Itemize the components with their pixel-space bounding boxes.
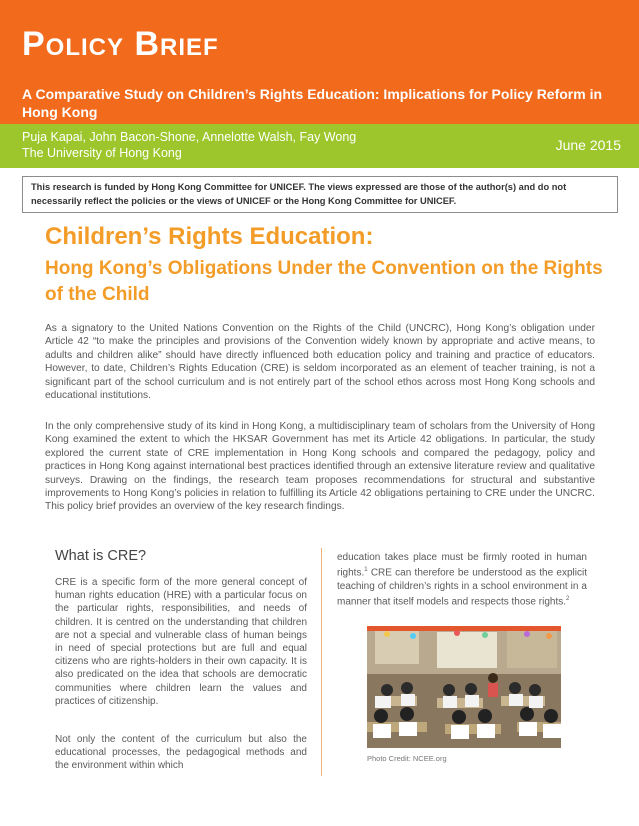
cre-text-part-1: education takes place must be firmly rooted in human rights. [337, 552, 587, 579]
author-block [22, 129, 356, 161]
section-heading-what-is-cre: What is CRE? [55, 548, 147, 564]
footnote-ref-2[interactable]: 2 [566, 595, 570, 602]
page-title: Children’s Rights Education: [45, 223, 374, 250]
classroom-photo [367, 626, 561, 748]
footnote-ref-1[interactable]: 1 [364, 567, 368, 574]
intro-paragraph-2: In the only comprehensive study of its kind in Hong Kong, a multidisciplinary team of scholars from the University of Hong Kong examined the extent to which the HKSAR Government has met its Article 42 obligations. In particular, the study explored the current state of CRE implementation in Hong Kong schools and compared the pedagogy, policy and practices in Hong Kong against international best practices identified through an extensive literature review and qualitative surveys. Drawing on the findings, the research team proposes recommendations for structural and substantive improvements to Hong Kong’s policies in relation to fulfilling its Article 42 obligations pertaining to CRE under the UNCRC. This policy brief provides an overview of the key research findings. [45, 421, 595, 513]
policy-brief-label: Policy Brief [22, 25, 219, 63]
cre-paragraph-continued [337, 551, 587, 608]
cre-paragraph-1: CRE is a specific form of the more general concept of human rights education (HRE) with a particular focus on the particular rights, responsibilities, and needs of children. It is centred on the understanding that children are not a special and vulnerable class of human beings in need of special protections but are full and equal citizens who are rights-holders in their own capacity. It is also predicated on the idea that schools are democratic communities where children learn the values and practices of citizenship. [55, 577, 307, 707]
column-divider [321, 548, 322, 776]
page-subtitle: Hong Kong’s Obligations Under the Convention on the Rights of the Child [45, 258, 603, 305]
publication-date: June 2015 [555, 137, 621, 153]
photo-credit: Photo Credit: NCEE.org [367, 754, 447, 763]
intro-paragraph-1: As a signatory to the United Nations Convention on the Rights of the Child (UNCRC), Hong Kong’s obligation under Article 42 “to make the principles and provisions of the Convention widely known by appropriate and active means, to adults and children alike” should have directly influenced both education policy and training and practice of educators. However, to date, Children’s Rights Education (CRE) is seldom incorporated as an element of teacher training, is not a significant part of the school curriculum and is not entirely part of the school ethos across most Hong Kong schools and educational institutions. [45, 323, 595, 402]
study-title: A Comparative Study on Children’s Rights Education: Implications for Policy Reform in Hong Kong [22, 86, 603, 120]
author-names: Puja Kapai, John Bacon-Shone, Annelotte Walsh, Fay Wong [22, 130, 357, 144]
cre-paragraph-2: Not only the content of the curriculum but also the educational processes, the pedagogical methods and the environment within which [55, 734, 307, 772]
funding-note: This research is funded by Hong Kong Committee for UNICEF. The views expressed are those of the author(s) and do not necessarily reflect the policies or the views of UNICEF or the Hong Kong Committee for UNICEF. [22, 176, 618, 213]
institution: The University of Hong Kong [22, 146, 182, 160]
cre-text-part-2: CRE can therefore be understood as the explicit teaching of children’s rights in a school environment in a manner that itself models and respects those rights. [337, 567, 587, 608]
classroom-illustration [367, 626, 561, 748]
